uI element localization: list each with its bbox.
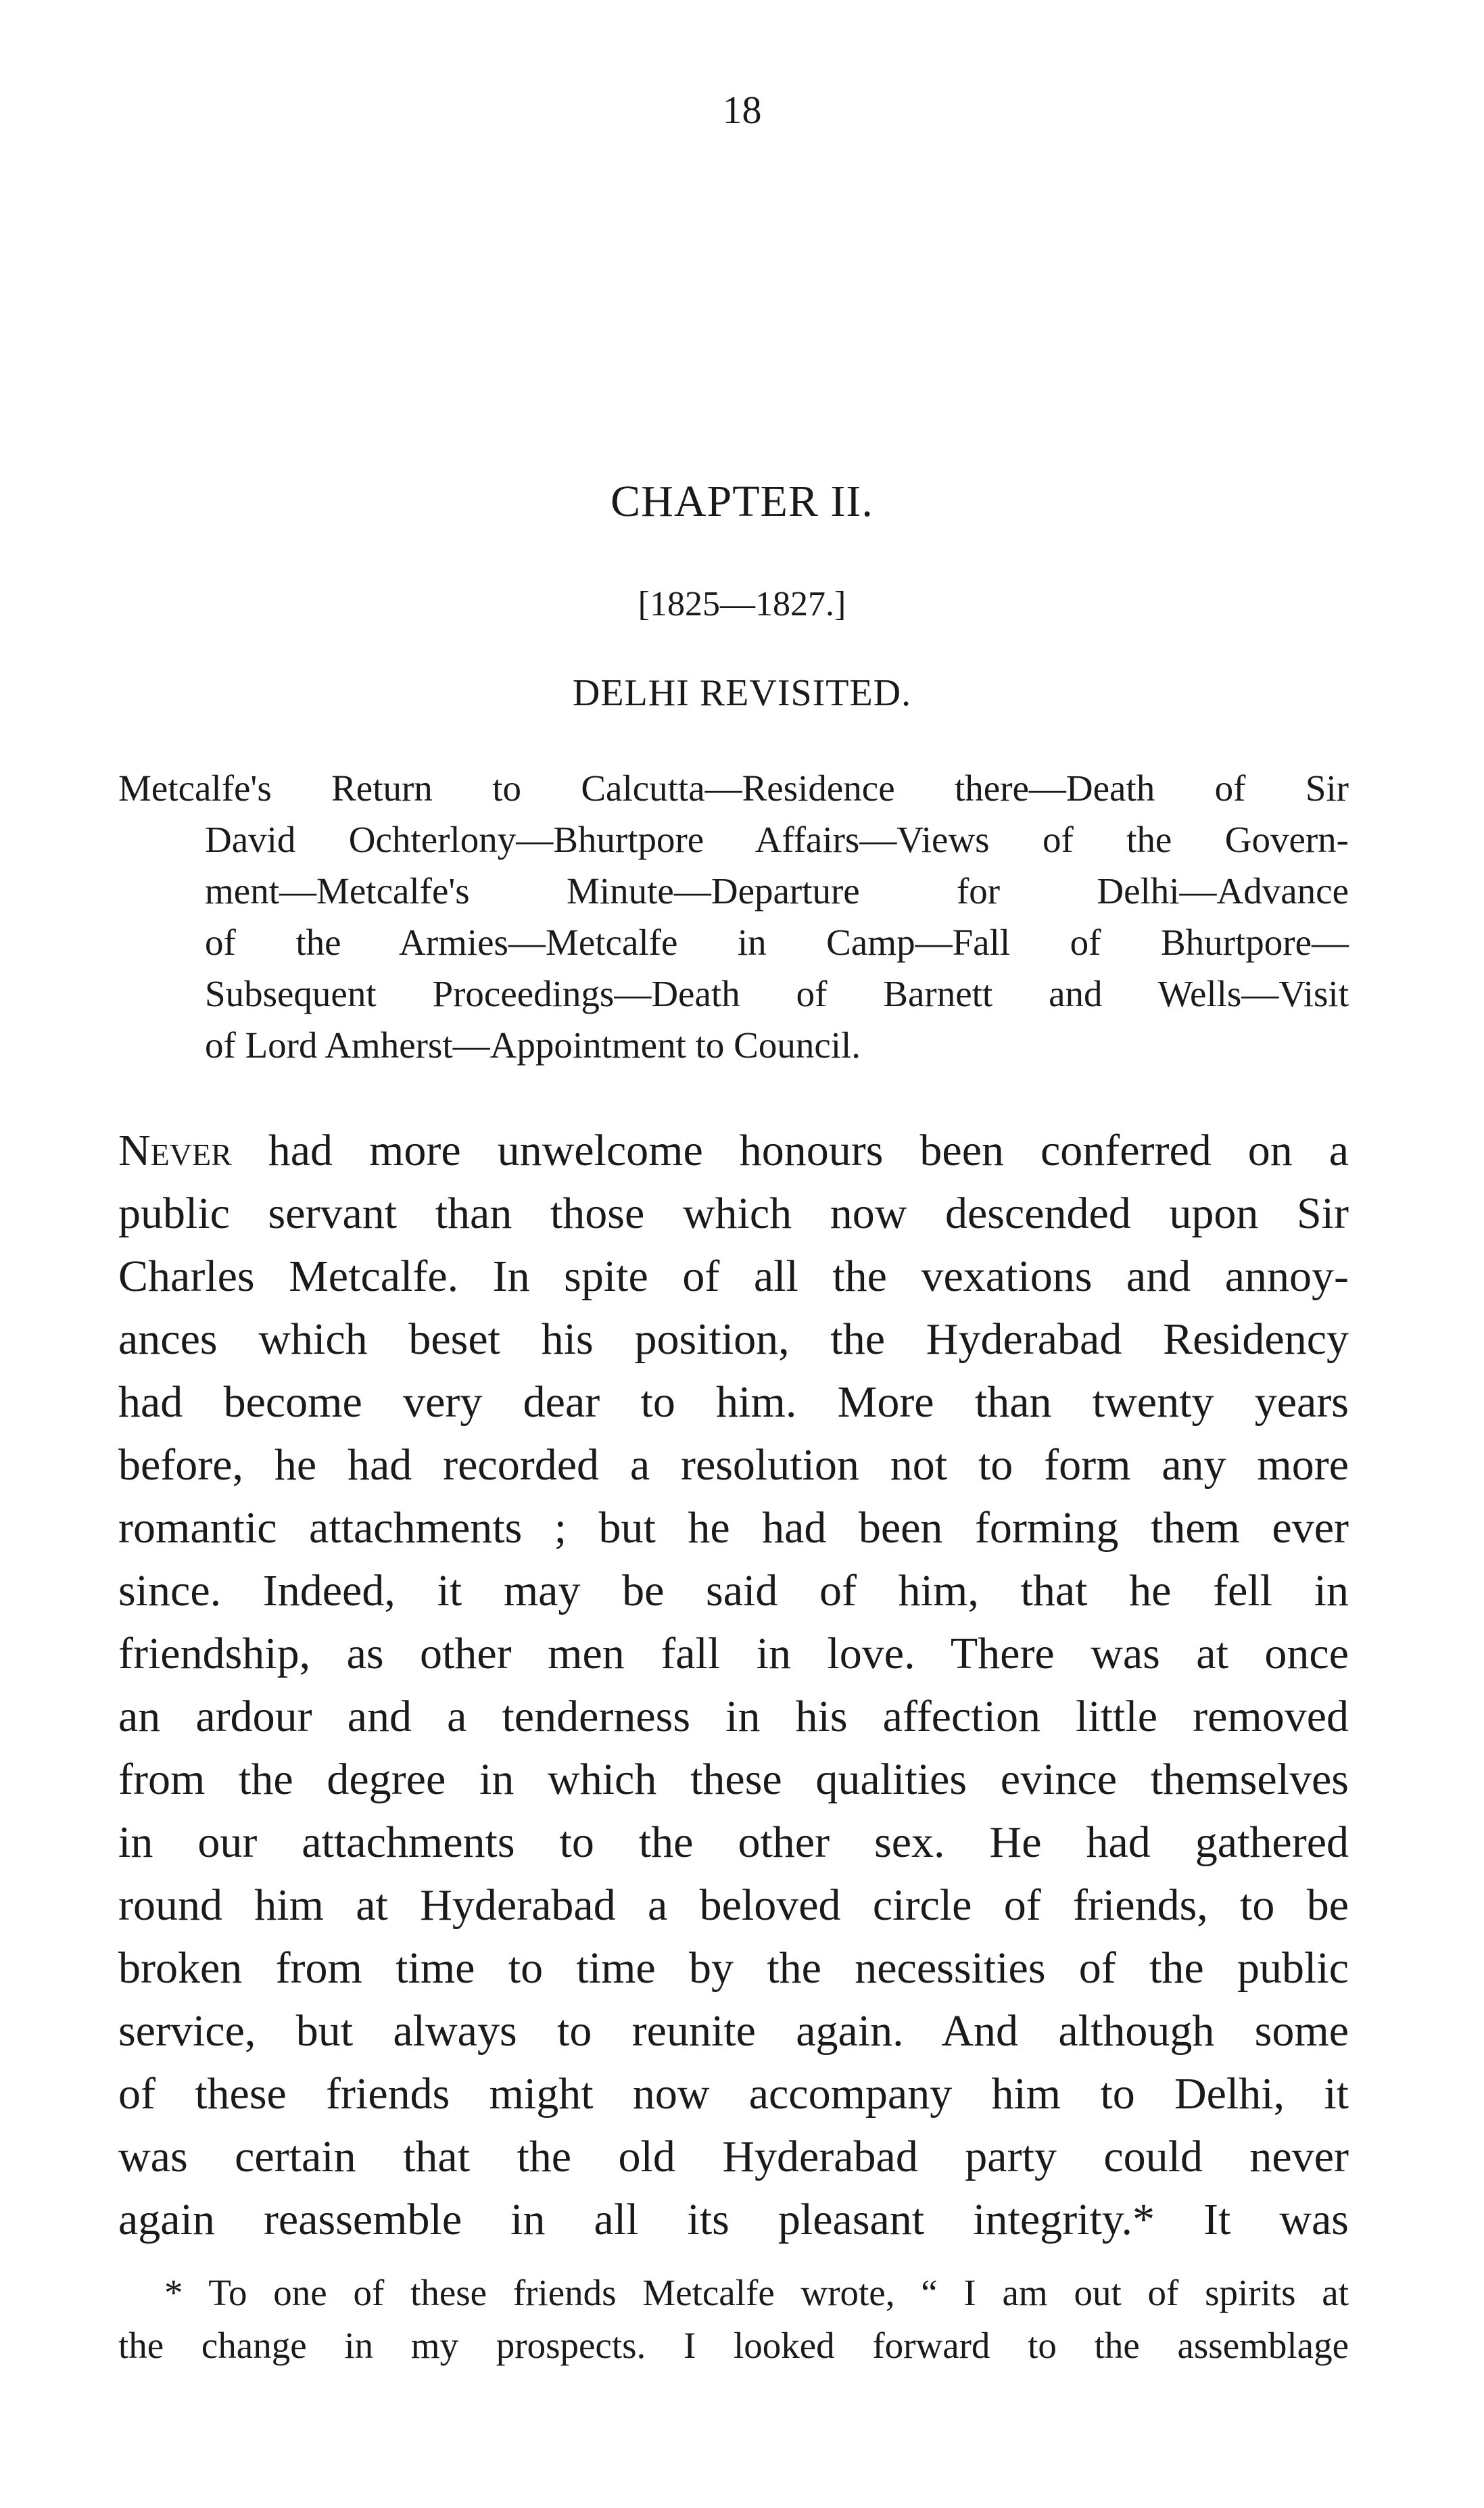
body-line: in our attachments to the other sex. He had gathered (118, 1818, 1349, 1867)
body-line: ances which beset his position, the Hyderabad Residency (118, 1315, 1349, 1364)
body-line: service, but always to reunite again. And although some (118, 2006, 1349, 2056)
body-line: an ardour and a tenderness in his affection little removed (118, 1692, 1349, 1741)
body-line: since. Indeed, it may be said of him, that he fell in (118, 1566, 1349, 1615)
opening-word: Never (118, 1126, 232, 1175)
body-line: was certain that the old Hyderabad party could never (118, 2132, 1349, 2181)
body-text (118, 1119, 1349, 2251)
synopsis-line: of the Armies—Metcalfe in Camp—Fall of Bhurtpore— (205, 922, 1349, 963)
body-line: before, he had recorded a resolution not to form any more (118, 1440, 1349, 1490)
body-line: Charles Metcalfe. In spite of all the vexations and annoy- (118, 1252, 1349, 1301)
chapter-synopsis (118, 763, 1349, 1071)
body-line: from the degree in which these qualities evince themselves (118, 1755, 1349, 1804)
body-line: again reassemble in all its pleasant integrity.* It was (118, 2195, 1349, 2244)
chapter-dates: [1825—1827.] (638, 585, 846, 623)
first-line-text: had more unwelcome honours been conferred on a (231, 1126, 1349, 1175)
body-line: of these friends might now accompany him to Delhi, it (118, 2069, 1349, 2119)
body-line (118, 1119, 1349, 1182)
footnote-line: the change in my prospects. I looked forward to the assemblage (118, 2325, 1349, 2366)
body-line: public servant than those which now descended upon Sir (118, 1189, 1349, 1238)
chapter-title: CHAPTER II. (611, 477, 873, 526)
body-line: romantic attachments ; but he had been forming them ever (118, 1503, 1349, 1553)
synopsis-line: ment—Metcalfe's Minute—Departure for Delhi—Advance (205, 870, 1349, 912)
synopsis-line: Subsequent Proceedings—Death of Barnett and Wells—Visit (205, 973, 1349, 1014)
body-line: broken from time to time by the necessities of the public (118, 1943, 1349, 1993)
body-line: had become very dear to him. More than twenty years (118, 1377, 1349, 1427)
page-number: 18 (722, 88, 762, 132)
synopsis-line: Metcalfe's Return to Calcutta—Residence there—Death of Sir (118, 767, 1349, 809)
body-line: friendship, as other men fall in love. There was at once (118, 1629, 1349, 1678)
synopsis-line: of Lord Amherst—Appointment to Council. (205, 1024, 861, 1066)
footnote (118, 2267, 1349, 2372)
synopsis-line: David Ochterlony—Bhurtpore Affairs—Views of the Govern- (205, 819, 1349, 860)
footnote-line: * To one of these friends Metcalfe wrote, “ I am out of spirits at (164, 2272, 1349, 2313)
chapter-subtitle: DELHI REVISITED. (572, 672, 912, 714)
body-line: round him at Hyderabad a beloved circle of friends, to be (118, 1880, 1349, 1930)
